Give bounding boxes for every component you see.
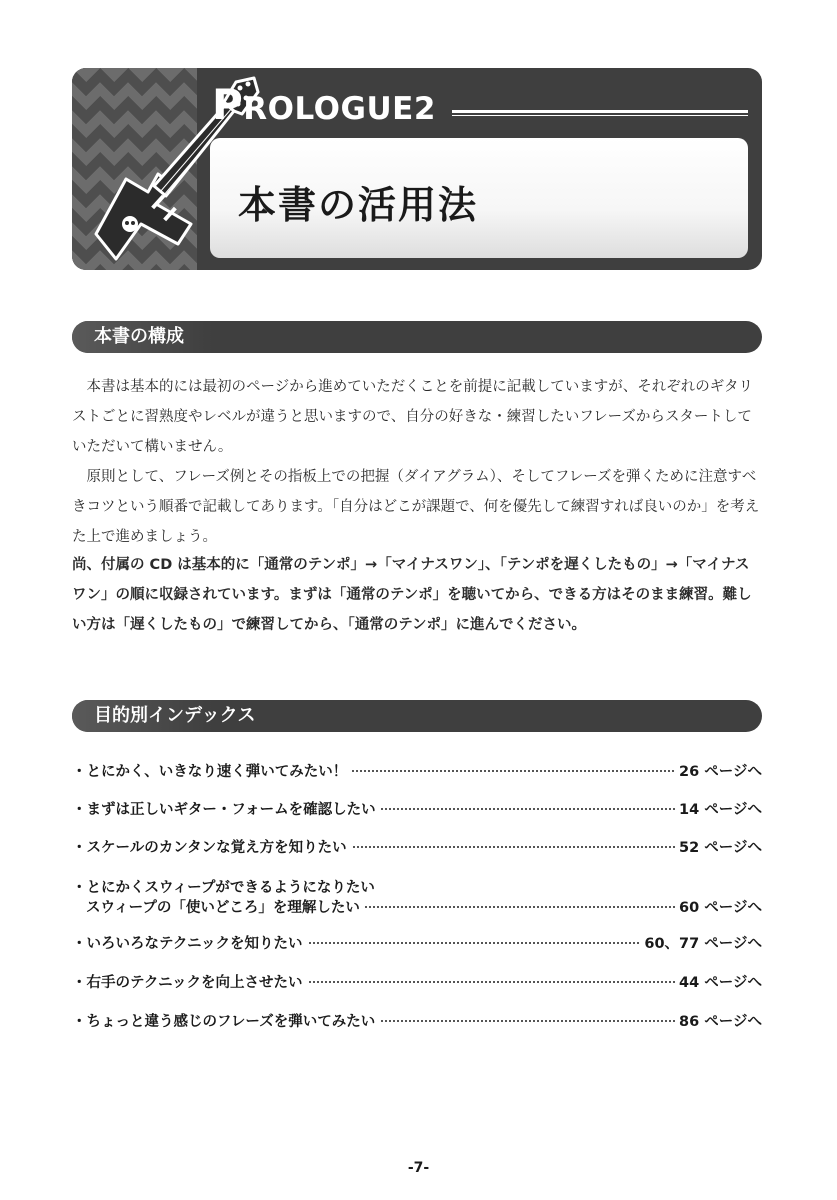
list-item: ・とにかく、いきなり速く弾いてみたい！ 26 ページへ (72, 760, 762, 782)
section-heading-structure: 本書の構成 (72, 321, 762, 353)
list-item: ・まずは正しいギター・フォームを確認したい 14 ページへ (72, 798, 762, 820)
prologue-rule (452, 110, 748, 116)
list-item: ・いろいろなテクニックを知りたい 60、77 ページへ (72, 932, 762, 954)
list-item: ・右手のテクニックを向上させたい 44 ページへ (72, 971, 762, 993)
page-number: -7- (407, 1160, 430, 1176)
list-item: ・とにかくスウィープができるようになりたい スウィープの「使いどころ」を理解したい 60 ページへ (72, 876, 762, 916)
title-card (210, 138, 748, 258)
paragraph-intro: 本書は基本的には最初のページから進めていただくことを前提に記載していますが、それぞれのギタリストごとに習熟度やレベルが違うと思いますので、自分の好きな・練習したいフレーズからスタートしていただいて構いません。 (72, 379, 754, 455)
prologue-label: PROLOGUE2 (212, 80, 436, 129)
chapter-banner (72, 68, 762, 270)
paragraph-order: 原則として、フレーズ例とその指板上での把握（ダイアグラム）、そしてフレーズを弾くために注意すべきコツという順番で記載してあります。「自分はどこが課題で、何を優先して練習すれば良いのか」を考えた上で進めましょう。 (72, 469, 760, 545)
list-item: ・ちょっと違う感じのフレーズを弾いてみたい 86 ページへ (72, 1010, 762, 1032)
list-item: ・スケールのカンタンな覚え方を知りたい 52 ページへ (72, 836, 762, 858)
paragraph-cd-note: 尚、付属の CD は基本的に「通常のテンポ」→「マイナスワン」、「テンポを遅くしたもの」→「マイナスワン」の順に収録されています。まずは「通常のテンポ」を聴いてから、できる方はそのまま練習。難しい方は「遅くしたもの」で練習してから、「通常のテンポ」に進んでください。 (72, 557, 752, 633)
page-title: 本書の活用法 (238, 183, 479, 227)
section-heading-index: 目的別インデックス (72, 700, 762, 732)
